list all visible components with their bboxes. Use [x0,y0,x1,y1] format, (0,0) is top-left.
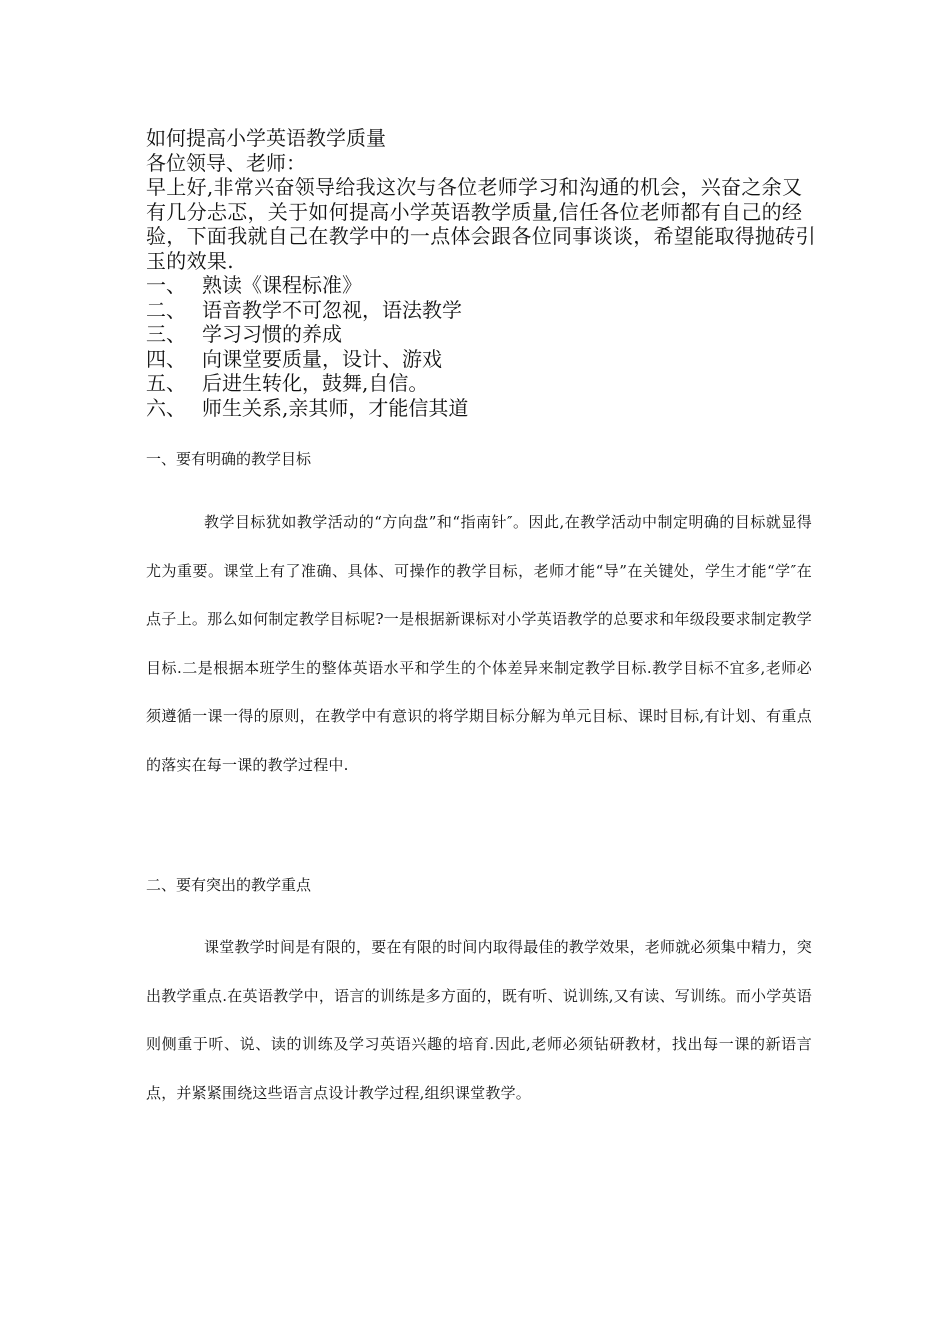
outline-item [146,371,826,396]
section-heading: 一、要有明确的教学目标 [146,450,312,468]
outline-text: 后进生转化，鼓舞,自信。 [202,371,429,395]
outline-text: 学习习惯的养成 [202,322,342,346]
outline-text: 师生关系,亲其师，才能信其道 [202,395,469,420]
section-paragraph: 课堂教学时间是有限的，要在有限的时间内取得最佳的教学效果，老师就必须集中精力，突出教学重点.在英语教学中，语言的训练是多方面的，既有听、说训练,又有读、写训练。而小学英语则侧重于听、说、读的训练及学习英语兴趣的培育.因此,老师必须钻研教材，找出每一课的新语言点，并紧紧围绕这些语言点设计教学过程,组织课堂教学。 [146,938,813,1102]
section-paragraph: 教学目标犹如教学活动的“方向盘”和“指南针″。因此,在教学活动中制定明确的目标就显得尤为重要。课堂上有了准确、具体、可操作的教学目标，老师才能“导”在关键处，学生才能“学″在点子上。那么如何制定教学目标呢?一是根据新课标对小学英语教学的总要求和年级段要求制定教学目标.二是根据本班学生的整体英语水平和学生的个体差异来制定教学目标.教学目标不宜多,老师必须遵循一课一得的原则，在教学中有意识的将学期目标分解为单元目标、课时目标,有计划、有重点的落实在每一课的教学过程中. [146,513,812,774]
outline-item [146,347,826,372]
outline-item [146,322,826,347]
salutation: 各位领导、老师： [146,150,306,175]
outline-number: 二、 [146,297,186,322]
outline-item [146,273,826,298]
outline-number: 一、 [146,273,186,297]
document-header-block [146,126,826,420]
intro-paragraph: 早上好,非常兴奋领导给我这次与各位老师学习和沟通的机会，兴奋之余又有几分忐忑，关于如何提高小学英语教学质量,信任各位老师都有自己的经验，下面我就自己在教学中的一点体会跟各位同事谈谈，希望能取得抛砖引玉的效果. [146,175,816,273]
outline-number: 四、 [146,346,186,371]
outline-text: 向课堂要质量，设计、游戏 [202,346,442,371]
section-heading: 二、要有突出的教学重点 [146,876,312,894]
outline-number: 六、 [146,395,186,420]
outline-number: 三、 [146,322,186,346]
outline-item [146,298,826,323]
outline-number: 五、 [146,371,186,395]
document-title: 如何提高小学英语教学质量 [146,126,386,150]
outline-item [146,396,826,421]
outline-list [146,273,826,420]
outline-text: 熟读《课程标准》 [202,273,362,297]
outline-text: 语音教学不可忽视，语法教学 [202,297,462,322]
